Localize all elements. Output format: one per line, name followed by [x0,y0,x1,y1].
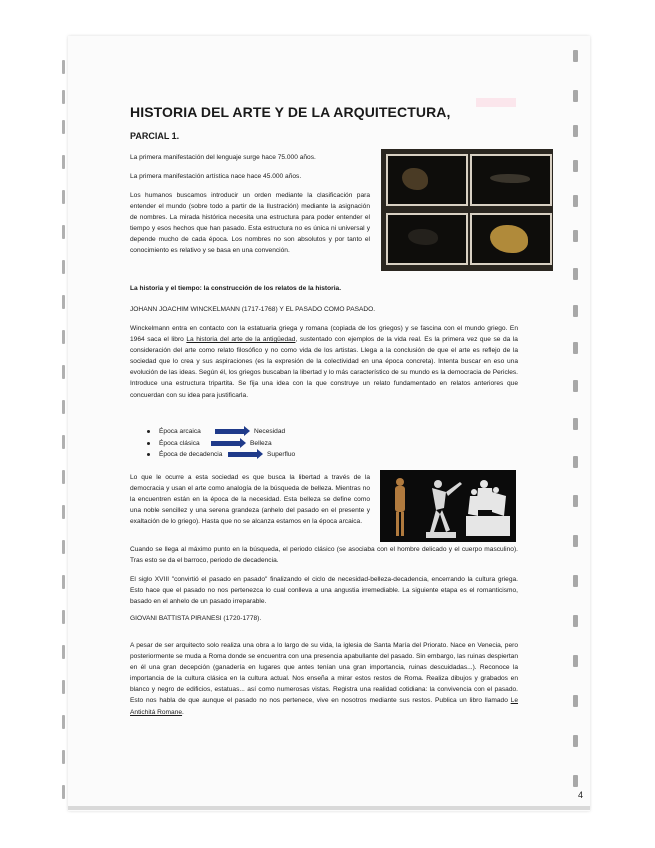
list-item: Época de decadencia Superfluo [147,449,295,461]
paragraph-winckelmann: Winckelmann entra en contacto con la estatuaria griega y romana (copiada de los griegos) y se fascina con el mundo griego. En 1964 saca el libro La historia del arte de la antigüedad, sustentado con ejemplos de la vida real. Es la primera vez que se da la consideración del arte como relato filosófico y no como vida de los artistas. Llega a la conclusión de que el arte es reflejo de la sociedad que lo crea y sus aspiraciones (es la expresión de la colectividad en una época concreta). Intenta buscar en eso una evolución de las ideas. Según él, los griegos buscaban la libertad y lo más característico de su mundo es la democracia de Pericles. Introduce una estructura tripartita. Se fija una idea con la que construye un relato fundamentado en relatos anteriores que concuerdan con su idea para justificarla. [130,325,518,399]
list-item: Época clásica Belleza [147,438,295,450]
kouros-statue [395,478,405,536]
image-tile [470,213,552,265]
prehistoric-art-image [381,149,553,271]
bullet-icon [147,442,150,445]
paragraph-piranesi: A pesar de ser arquitecto solo realiza una obra a lo largo de su vida, la iglesia de Santa María del Priorato. Nace en Venecia, pero posteriormente se muda a Roma donde se encuentra con una presencia apabullante del pasado. Sin embargo, las ruinas despiertan en él una gran decepción (ganadería en lugares que antes tenían una gran importancia, ruinas descuidadas...). Reconoce la importancia de la cultura clásica en la cultura actual. Nos enseña a mirar estos restos de Roma. Realiza dibujos y grabados en blanco y negro de edificios, estatuas... así como numerosas vistas. Registra una realidad cotidiana: la convivencia con el pasado. Esto nos habla de que aunque el pasado no nos pertenece, vive en nosotros mediante sus restos. Publica un libro llamado Le Antichitá Romane. [130,642,518,716]
greek-statues-image [380,470,516,542]
arrow-right-icon [228,452,258,457]
document-title: HISTORIA DEL ARTE Y DE LA ARQUITECTURA, [130,104,451,120]
image-tile [470,154,552,206]
laocoon-statue [466,480,510,536]
paragraph-order: Los humanos buscamos introducir un orden mediante la clasificación para entender el mundo (sobre todo a partir de la Ilustración) mediante la asignación de nombres. La mirada histórica necesita una estructura para poder entender el tiempo y esos hechos que han pasado. Esta estructura no es única ni universal y depende mucho de cada época. Los nombres no son absolutos y por tanto el conocimiento es relativo y se basa en una convención. [130,192,370,255]
sheet-edge [68,806,590,810]
section-heading: PARCIAL 1. [130,131,180,141]
paragraph-language: La primera manifestación del lenguaje surge hace 75.000 años. [130,154,316,161]
page-mark: 4 [578,790,584,800]
book-title: La historia del arte de la antigüedad [186,336,296,344]
bullet-icon [147,453,150,456]
paragraph-society: Lo que le ocurre a esta sociedad es que busca la libertad a través de la democracia y usan el arte como analogía de la búsqueda de belleza. Mientras no la encuentren están en la época de la necesidad. Esta belleza se define como una noble sencillez y una serena grandeza (anhelo del pasado en el presente y exaltación de lo griego). Hasta que no se alcanza estamos en la época arcaica. [130,474,370,526]
statues-graphic [380,470,516,542]
bullet-icon [147,430,150,433]
image-tile [386,154,468,206]
arrow-right-icon [211,441,241,446]
discobolus-statue [426,480,462,538]
section-subheading: La historia y el tiempo: la construcción de los relatos de la historia. [130,285,342,292]
piranesi-heading: GIOVANI BATTISTA PIRANESI (1720-1778). [130,615,262,622]
paragraph-classic: Cuando se llega al máximo punto en la búsqueda, el periodo clásico (se asociaba con el hombre delicado y el cuerpo masculino). Tras esto se da el barroco, periodo de decadencia. [130,546,518,565]
epoch-list [147,426,295,461]
arrow-right-icon [215,429,245,434]
image-tile [386,213,468,265]
book-title: Le Antichitá Romane [130,697,518,716]
paragraph-xviii: El siglo XVIII "convirtió el pasado en pasado" finalizando el ciclo de necesidad-belleza-decadencia, encerrando la cultura griega. Esto hace que el pasado no nos pertenezca lo cual conlleva a una angustia irremediable. La siguiente etapa es el romanticismo, basado en el anhelo de un pasado irreparable. [130,576,518,606]
highlight-mark [476,98,516,107]
binder-holes-left [62,60,72,805]
binder-holes-right [573,40,587,810]
list-item: Época arcaica Necesidad [147,426,295,438]
winckelmann-heading: JOHANN JOACHIM WINCKELMANN (1717-1768) Y EL PASADO COMO PASADO. [130,306,376,313]
paragraph-art: La primera manifestación artística nace hace 45.000 años. [130,173,302,180]
